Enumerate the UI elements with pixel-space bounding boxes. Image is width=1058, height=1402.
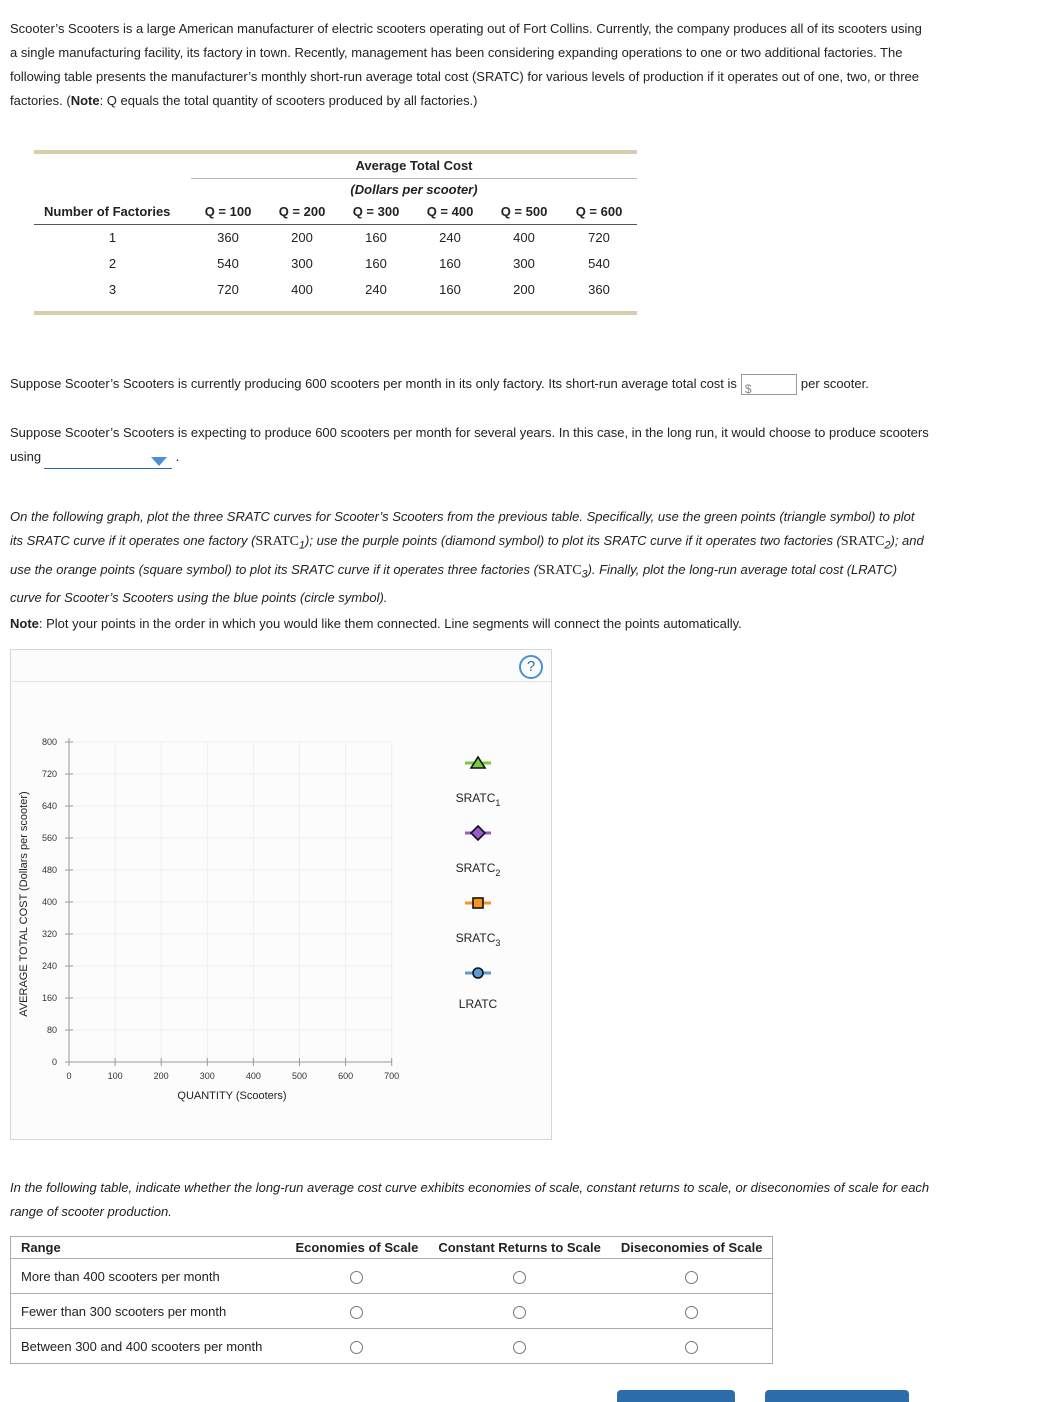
x-tick-label: 500: [291, 1071, 308, 1081]
table-row: [11, 1259, 773, 1294]
x-tick-label: 100: [107, 1071, 123, 1081]
cost-cell: 200: [513, 281, 535, 297]
y-tick-label: 800: [41, 737, 57, 747]
diseconomies-radio[interactable]: [685, 1341, 698, 1354]
cost-cell: 160: [439, 281, 461, 297]
scale-intro: In the following table, indicate whether the long-run average cost curve exhibits economies of scale, constant returns to scale, or diseconomies of scale for each range of scooter production.: [10, 1180, 930, 1219]
help-icon[interactable]: ?: [519, 655, 543, 679]
range-label: Fewer than 300 scooters per month: [11, 1294, 286, 1329]
y-tick-label: 0: [51, 1057, 57, 1067]
y-tick-label: 240: [41, 961, 57, 971]
legend-label: LRATC: [458, 997, 498, 1011]
x-tick-label: 700: [384, 1071, 400, 1081]
factories-cell: 3: [108, 281, 117, 297]
x-tick-label: 200: [153, 1071, 169, 1081]
constant-radio[interactable]: [513, 1271, 526, 1284]
x-tick-label: 0: [66, 1071, 72, 1081]
range-header: Range: [21, 1240, 61, 1255]
question-srac: Suppose Scooter’s Scooters is currently producing 600 scooters per month in its only factory. Its short-run average total cost is $ per scooter.: [10, 376, 869, 397]
table-row: [34, 224, 637, 250]
column-header: Q = 100: [191, 200, 265, 224]
cost-cell: 720: [588, 229, 610, 245]
graph-svg[interactable]: [11, 650, 551, 1139]
chevron-down-icon: [151, 457, 167, 466]
table-row: [34, 250, 637, 276]
graph-panel[interactable]: [10, 649, 552, 1140]
table-row: [11, 1329, 773, 1364]
intro-paragraph: Scooter’s Scooters is a large American manufacturer of electric scooters operating out of Fort Collins. Currently, the company produces all of its scooters using a single manufacturing facility, its factory in town. Recently, management has been considering expanding operations to one or two additional factories. The following table presents the manufacturer’s monthly short-run average total cost (SRATC) for various levels of production if it operates out of one, two, or three factories. (Note: Q equals the total quantity of scooters produced by all factories.): [10, 21, 922, 108]
cost-cell: 360: [217, 229, 239, 245]
range-label: More than 400 scooters per month: [11, 1259, 286, 1294]
diseconomies-header: Diseconomies of Scale: [620, 1240, 763, 1255]
economies-radio[interactable]: [350, 1341, 363, 1354]
y-tick-label: 160: [41, 993, 57, 1003]
constant-header: Constant Returns to Scale: [438, 1240, 601, 1255]
legend-label: $SRATC_1$: [455, 791, 501, 808]
plot-note: Note: Plot your points in the order in which you would like them connected. Line segments will connect the points automatically.: [10, 616, 742, 631]
factories-cell: 2: [108, 255, 117, 271]
cost-table-row-header: Number of Factories: [34, 200, 191, 224]
y-tick-label: 480: [41, 865, 57, 875]
cost-cell: 160: [365, 255, 387, 271]
x-axis-label: QUANTITY (Scooters): [177, 1090, 287, 1102]
column-header: Q = 500: [487, 200, 561, 224]
y-tick-label: 400: [41, 897, 57, 907]
range-label: Between 300 and 400 scooters per month: [11, 1329, 286, 1364]
question-long-run: Suppose Scooter’s Scooters is expecting to produce 600 scooters per month for several years. In this case, in the long run, it would choose to produce scooters using .: [10, 421, 930, 469]
x-tick-label: 300: [199, 1071, 215, 1081]
cost-cell: 360: [588, 281, 610, 297]
scale-table: [10, 1236, 773, 1364]
column-header: Q = 400: [413, 200, 487, 224]
diamond-icon[interactable]: [471, 826, 485, 840]
y-tick-label: 80: [46, 1025, 57, 1035]
cost-cell: 160: [365, 229, 387, 245]
table-row: [11, 1294, 773, 1329]
constant-radio[interactable]: [513, 1341, 526, 1354]
factories-cell: 1: [108, 229, 117, 245]
grade-button[interactable]: [617, 1390, 735, 1402]
cost-cell: 400: [513, 229, 535, 245]
table-row: [34, 276, 637, 302]
column-header: Q = 200: [265, 200, 339, 224]
cost-cell: 240: [439, 229, 461, 245]
legend-label: $SRATC_3$: [455, 931, 501, 948]
cost-cell: 300: [291, 255, 313, 271]
column-header: Q = 600: [561, 200, 637, 224]
submit-button[interactable]: [765, 1390, 909, 1402]
cost-table: [34, 150, 637, 315]
cost-cell: 200: [291, 229, 313, 245]
circle-icon[interactable]: [473, 968, 483, 978]
cost-cell: 160: [439, 255, 461, 271]
factories-dropdown[interactable]: [44, 451, 172, 469]
cost-cell: 540: [217, 255, 239, 271]
diseconomies-radio[interactable]: [685, 1271, 698, 1284]
cost-cell: 720: [217, 281, 239, 297]
cost-table-group-subtitle: (Dollars per scooter): [350, 181, 478, 197]
graph-instructions: On the following graph, plot the three SRATC curves for Scooter’s Scooters from the previous table. Specifically, use the green points (triangle symbol) to plot its SRATC curve if it operates one factory $(SRATC_1)$; use the purple points (diamond symbol) to plot its SRATC curve if it operates two factories $(SRATC_2)$; and use the orange points (square symbol) to plot its SRATC curve if it operates three factories $(SRATC_3)$. Finally, plot the long-run average total cost (LRATC) curve for Scooter’s Scooters using the blue points (circle symbol).: [10, 509, 924, 606]
cost-cell: 300: [513, 255, 535, 271]
x-tick-label: 600: [338, 1071, 354, 1081]
square-icon[interactable]: [473, 898, 483, 908]
y-axis-label: AVERAGE TOTAL COST (Dollars per scooter): [18, 791, 30, 1017]
legend-label: $SRATC_2$: [455, 861, 501, 878]
y-tick-label: 720: [41, 769, 57, 779]
y-tick-label: 640: [41, 801, 57, 811]
constant-radio[interactable]: [513, 1306, 526, 1319]
column-header: Q = 300: [339, 200, 413, 224]
y-tick-label: 560: [41, 833, 57, 843]
cost-cell: 540: [588, 255, 610, 271]
x-tick-label: 400: [245, 1071, 261, 1081]
diseconomies-radio[interactable]: [685, 1306, 698, 1319]
cost-cell: 400: [291, 281, 313, 297]
cost-table-group-title: Average Total Cost: [191, 154, 637, 178]
economies-header: Economies of Scale: [295, 1240, 419, 1255]
economies-radio[interactable]: [350, 1271, 363, 1284]
srac-input[interactable]: $: [741, 374, 797, 395]
cost-cell: 240: [365, 281, 387, 297]
economies-radio[interactable]: [350, 1306, 363, 1319]
y-tick-label: 320: [41, 929, 57, 939]
